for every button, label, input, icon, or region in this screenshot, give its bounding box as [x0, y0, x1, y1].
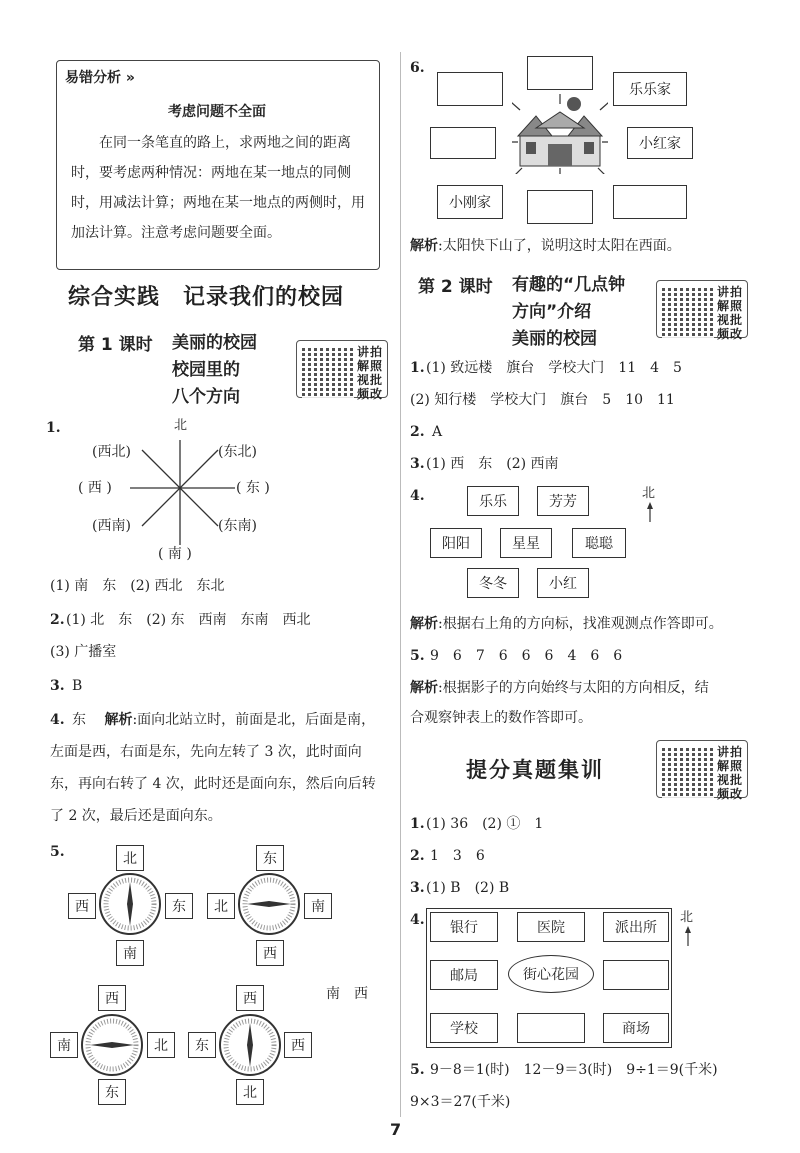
- q5-number: 5.: [50, 844, 65, 860]
- column-divider: [400, 52, 401, 1117]
- s3-number: 3.: [410, 880, 425, 896]
- compass4-bottom: 北: [236, 1079, 264, 1105]
- q5-extra: 南 西: [326, 986, 368, 1002]
- q1-answer: (1) 南 东 (2) 西北 东北: [50, 578, 225, 594]
- error-analysis-line: 时，要考虑两种情况：两地在某一地点的同侧: [71, 165, 351, 181]
- name-box: 小红: [537, 568, 589, 598]
- name-box: 乐乐: [467, 486, 519, 516]
- lesson1-title: 美丽的校园 校园里的 八个方向: [172, 333, 257, 407]
- q4-explain: 了 2 次，最后还是面向东。: [50, 808, 222, 824]
- rose-west: ( 西 ): [78, 480, 112, 496]
- compass1-right: 东: [165, 893, 193, 919]
- lesson2-title: 有趣的“几点钟 方向”介绍 美丽的校园: [512, 275, 626, 349]
- qr-code-icon: [302, 346, 354, 398]
- compass3-left: 南: [50, 1032, 78, 1058]
- compass-icon: [237, 872, 301, 936]
- s4-number: 4.: [410, 912, 425, 928]
- rose-east: ( 东 ): [236, 480, 270, 496]
- s2-answer: 1 3 6: [430, 848, 485, 864]
- compass2-right: 南: [304, 893, 332, 919]
- school-building-icon: [512, 94, 608, 174]
- q4-number: 4.: [50, 712, 65, 728]
- qr-code-icon: [662, 286, 714, 338]
- name-box: 冬冬: [467, 568, 519, 598]
- q6-note: 解析:太阳快下山了，说明这时太阳在西面。: [410, 238, 681, 254]
- qr-code-icon: [662, 746, 714, 798]
- map-cell-post: 邮局: [430, 960, 498, 990]
- blank-box: [430, 127, 496, 159]
- unit-title: 综合实践 记录我们的校园: [68, 285, 345, 310]
- name-box: 星星: [500, 528, 552, 558]
- r-q3-answer: (1) 西 东 (2) 西南: [426, 456, 559, 472]
- rose-north: 北: [174, 418, 188, 433]
- q4-explain: 左面是西，右面是东，先向左转了 3 次，此时面向: [50, 744, 362, 760]
- rose-south: ( 南 ): [158, 546, 192, 562]
- rose-nw: (西北): [92, 444, 131, 460]
- map-cell-school: 学校: [430, 1013, 498, 1043]
- r-q2-answer: A: [432, 424, 443, 440]
- q2-number: 2.: [50, 612, 65, 628]
- compass2-bottom: 西: [256, 940, 284, 966]
- lesson2-label: 第 2 课时: [418, 277, 493, 297]
- q2-answer-line2: (3) 广播室: [50, 644, 117, 660]
- map-cell-blank: [517, 1013, 585, 1043]
- compass4-right: 西: [284, 1032, 312, 1058]
- qr-code-section[interactable]: 讲拍解照视批频改: [656, 740, 748, 798]
- r-q1-line2: (2) 知行楼 学校大门 旗台 5 10 11: [410, 392, 675, 408]
- r-q5-note2: 合观察钟表上的数作答即可。: [410, 710, 592, 726]
- q4-explain: 东，再向右转了 4 次，此时还是面向东，然后向后转: [50, 776, 376, 792]
- compass3-top: 西: [98, 985, 126, 1011]
- blank-box: [527, 56, 593, 90]
- r-q5-number: 5.: [410, 648, 425, 664]
- s5-line2: 9×3＝27(千米): [410, 1094, 511, 1110]
- compass1-top: 北: [116, 845, 144, 871]
- qr-code-lesson1[interactable]: 讲拍解照视批频改: [296, 340, 388, 398]
- map-cell-blank: [603, 960, 669, 990]
- r-q1-number: 1.: [410, 360, 425, 376]
- page-number: 7: [390, 1120, 402, 1139]
- error-analysis-line: 在同一条笔直的路上，求两地之间的距离: [99, 135, 351, 151]
- north-arrow-icon: [644, 502, 656, 524]
- error-analysis-box: [56, 60, 380, 270]
- compass2-left: 北: [207, 893, 235, 919]
- rose-sw: (西南): [92, 518, 131, 534]
- compass1-left: 西: [68, 893, 96, 919]
- q4-answer: 东 解析:面向北站立时，前面是北，后面是南，: [72, 712, 376, 728]
- map-cell-mall: 商场: [603, 1013, 669, 1043]
- rose-se: (东南): [218, 518, 257, 534]
- error-analysis-line: 时，用减法计算；两地在某一地点的两侧时，用: [71, 195, 365, 211]
- r-q5-note: 解析:根据影子的方向始终与太阳的方向相反，结: [410, 680, 709, 696]
- compass3-right: 北: [147, 1032, 175, 1058]
- compass2-top: 东: [256, 845, 284, 871]
- xiaogang-home-box: 小刚家: [437, 185, 503, 219]
- r-q4-north: 北: [642, 486, 656, 501]
- compass3-bottom: 东: [98, 1079, 126, 1105]
- error-analysis-header: 易错分析 »: [65, 70, 135, 86]
- compass-icon: [98, 872, 162, 936]
- r-q3-number: 3.: [410, 456, 425, 472]
- rose-ne: (东北): [218, 444, 257, 460]
- error-analysis-line: 加法计算。注意考虑问题要全面。: [71, 225, 281, 241]
- blank-box: [613, 185, 687, 219]
- r-q5-answer: 9 6 7 6 6 6 4 6 6: [430, 648, 623, 664]
- s1-number: 1.: [410, 816, 425, 832]
- s5-line1: 9－8＝1(时) 12－9＝3(时) 9÷1＝9(千米): [430, 1062, 718, 1078]
- compass4-top: 西: [236, 985, 264, 1011]
- s5-number: 5.: [410, 1062, 425, 1078]
- r-q2-number: 2.: [410, 424, 425, 440]
- name-box: 阳阳: [430, 528, 482, 558]
- map-cell-police: 派出所: [603, 912, 669, 942]
- r-q1-line1: (1) 致远楼 旗台 学校大门 11 4 5: [426, 360, 682, 376]
- s2-number: 2.: [410, 848, 425, 864]
- name-box: 聪聪: [572, 528, 626, 558]
- lele-home-box: 乐乐家: [613, 72, 687, 106]
- map-cell-hospital: 医院: [517, 912, 585, 942]
- blank-box: [437, 72, 503, 106]
- q2-answer-line1: (1) 北 东 (2) 东 西南 东南 西北: [66, 612, 311, 628]
- map-cell-bank: 银行: [430, 912, 498, 942]
- lesson1-label: 第 1 课时: [78, 335, 153, 355]
- compass1-bottom: 南: [116, 940, 144, 966]
- s4-north: 北: [680, 910, 694, 925]
- s3-answer: (1) B (2) B: [426, 880, 510, 896]
- compass4-left: 东: [188, 1032, 216, 1058]
- map-cell-garden: 街心花园: [508, 955, 594, 993]
- q3-answer: B: [72, 678, 83, 694]
- q6-number: 6.: [410, 60, 425, 76]
- q3-number: 3.: [50, 678, 65, 694]
- r-q4-note: 解析:根据右上角的方向标，找准观测点作答即可。: [410, 616, 723, 632]
- s1-answer: (1) 36 (2) ① 1: [426, 816, 544, 832]
- compass-icon: [218, 1013, 282, 1077]
- blank-box: [527, 190, 593, 224]
- xiaohong-home-box: 小红家: [627, 127, 693, 159]
- section-title: 提分真题集训: [466, 758, 604, 782]
- compass-icon: [80, 1013, 144, 1077]
- north-arrow-icon: [682, 926, 694, 948]
- q1-number: 1.: [46, 420, 61, 436]
- qr-code-lesson2[interactable]: 讲拍解照视批频改: [656, 280, 748, 338]
- r-q4-number: 4.: [410, 488, 425, 504]
- name-box: 芳芳: [537, 486, 589, 516]
- error-analysis-title: 考虑问题不全面: [168, 104, 266, 120]
